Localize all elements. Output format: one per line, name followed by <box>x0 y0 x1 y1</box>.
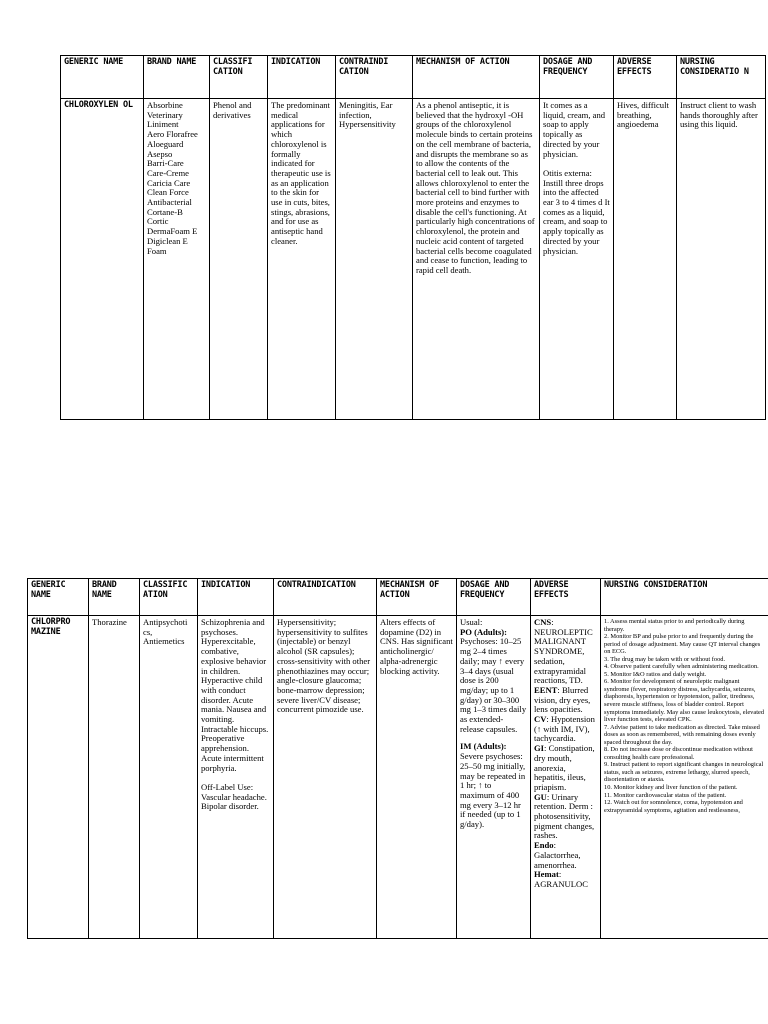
brand-name-cell: Thorazine <box>89 616 140 939</box>
dosage-cell <box>457 616 531 939</box>
dosage-cell: It comes as a liquid, cream, and soap to apply topically as directed by your physician. Otitis externa: Instill three drops into the affected ear 3 to 4 times d It comes as a liquid, cream, and soap to apply topically as directed by your physician. <box>540 99 614 420</box>
chlorpromazine-drug-table <box>27 578 768 939</box>
nursing-item: 5. Monitor I&O ratios and daily weight. <box>604 670 707 678</box>
brand-name-cell: Absorbine Veterinary Liniment Aero Florafree Aloeguard Asepso Barri-Care Care-Creme Caricia Care Clean Force Antibacterial Cortane-B Cortic DermaFoam E Digiclean E Foam <box>144 99 210 420</box>
header-nursing: NURSING CONSIDERATION <box>601 579 768 616</box>
nursing-item: 12. Watch out for somnolence, coma, hypotension and extrapyramidal symptoms, agitation and restlessness, <box>604 799 743 814</box>
dosage-usual: Usual: <box>460 617 483 627</box>
nursing-item: 2. Monitor BP and pulse prior to and frequently during the period of dosage adjustment. May cause QT interval changes on ECG. <box>604 633 761 656</box>
header-generic-name: GENERIC NAME <box>61 56 144 99</box>
nursing-item: 10. Monitor kidney and liver function of the patient. <box>604 784 738 792</box>
header-contraindication: CONTRAINDI CATION <box>336 56 413 99</box>
table-header-row <box>61 56 766 99</box>
header-adverse-effects: ADVERSE EFFECTS <box>614 56 677 99</box>
adverse-item: CNS: NEUROLEPTIC MALIGNANT SYNDROME, sedation, extrapyramidal reactions, TD. <box>534 617 593 686</box>
header-brand-name: BRAND NAME <box>144 56 210 99</box>
adverse-item: Endo: Galactorrhea, amenorrhea. <box>534 840 581 870</box>
dosage-po <box>460 628 527 735</box>
nursing-item: 1. Assess mental status prior to and periodically during therapy. <box>604 618 745 633</box>
adverse-item: GU: Urinary retention. Derm : photosensitivity, pigment changes, rashes. <box>534 791 595 841</box>
chloroxylenol-drug-table <box>60 55 766 420</box>
adverse-item: GI: Constipation, dry mouth, anorexia, hepatitis, ileus, priapism. <box>534 743 595 792</box>
dosage-im-label: IM (Adults): <box>460 741 507 752</box>
header-classification: CLASSIFIC ATION <box>140 579 198 616</box>
adverse-item: EENT: Blurred vision, dry eyes, lens opacities. <box>534 684 591 715</box>
dosage-im <box>460 742 527 829</box>
indication-cell: The predominant medical applications for which chloroxylenol is formally indicated for therapeutic use is as an application to the skin for use in cuts, bites, stings, abrasions, and for use as antiseptic hand cleaner. <box>268 99 336 420</box>
generic-name-cell: CHLOROXYLEN OL <box>61 99 144 420</box>
header-indication: INDICATION <box>198 579 274 616</box>
indication-cell: Schizophrenia and psychoses. Hyperexcitable, combative, explosive behavior in children. Hyperactive child with conduct disorder. Acute mania. Nausea and vomiting. Intractable hiccups. Preoperative apprehension. Acute intermittent porphyria. Off-Label Use: Vascular headache. Bipolar disorder. <box>198 616 274 939</box>
header-indication: INDICATION <box>268 56 336 99</box>
nursing-cell: Instruct client to wash hands thoroughly after using this liquid. <box>677 99 766 420</box>
header-dosage: DOSAGE AND FREQUENCY <box>457 579 531 616</box>
adverse-item: Hemat: AGRANULOC <box>534 869 588 889</box>
table-row <box>28 616 768 939</box>
nursing-item: 6. Monitor for development of neuroleptic malignant syndrome (fever, respiratory distress, tachycardia, seizures, diaphoresis, hypertension or hypotension, pallor, tiredness, severe muscle stiffness, loss of bladder control. Report symptoms immediately. May also cause leukocytosis, elevated liver function tests, elevated CPK. <box>604 678 765 724</box>
classification-cell: Phenol and derivatives <box>210 99 268 420</box>
nursing-item: 4. Observe patient carefully when administering medication. <box>604 663 759 671</box>
adverse-effects-cell: Hives, difficult breathing, angioedema <box>614 99 677 420</box>
dosage-po-label: PO (Adults): <box>460 626 508 637</box>
dosage-im-text: Severe psychoses: 25–50 mg initially, may be repeated in 1 hr; ↑ to maximum of 400 mg every 3–12 hr if needed (up to 1 g/day). <box>460 751 526 830</box>
generic-name-cell: CHLORPRO MAZINE <box>28 616 89 939</box>
nursing-item: 3. The drug may be taken with or without food. <box>604 655 726 663</box>
classification-cell: Antipsychoti cs, Antiemetics <box>140 616 198 939</box>
nursing-item: 11. Monitor cardiovascular status of the patient. <box>604 791 727 799</box>
nursing-item: 8. Do not increase dose or discontinue medication without consulting health care professional. <box>604 746 753 761</box>
header-contraindication: CONTRAINDICATION <box>274 579 377 616</box>
mechanism-cell: Alters effects of dopamine (D2) in CNS. Has significant anticholinergic/ alpha-adrenergic blocking activity. <box>377 616 457 939</box>
header-mechanism: MECHANISM OF ACTION <box>377 579 457 616</box>
header-nursing: NURSING CONSIDERATIO N <box>677 56 766 99</box>
contraindication-cell: Meningitis, Ear infection, Hypersensitivity <box>336 99 413 420</box>
adverse-item: CV: Hypotension (↑ with IM, IV), tachycardia. <box>534 714 595 744</box>
table-row <box>61 99 766 420</box>
header-classification: CLASSIFI CATION <box>210 56 268 99</box>
mechanism-cell: As a phenol antiseptic, it is believed that the hydroxyl -OH groups of the chloroxylenol molecule binds to certain proteins on the cell membrane of bacteria, and disrupts the membrane so as to allow the contents of the bacterial cell to leak out. This allows chloroxylenol to enter the bacterial cell to bind further with more proteins and enzymes to disable the cell's functioning. At particularly high concentrations of chloroxylenol, the protein and nucleic acid content of targeted bacterial cells become coagulated and cease to function, leading to rapid cell death. <box>413 99 540 420</box>
header-brand-name: BRAND NAME <box>89 579 140 616</box>
header-dosage: DOSAGE AND FREQUENCY <box>540 56 614 99</box>
nursing-item: 9. Instruct patient to report significant changes in neurological status, such as seizures, extreme lethargy, slurred speech, disorientation or ataxia. <box>604 761 764 784</box>
adverse-effects-cell <box>531 616 601 939</box>
header-generic-name: GENERIC NAME <box>28 579 89 616</box>
header-mechanism: MECHANISM OF ACTION <box>413 56 540 99</box>
dosage-po-text: Psychoses: 10–25 mg 2–4 times daily; may ↑ every 3–4 days (usual dose is 200 mg/day; up to 1 g/day) or 30–300 mg 1–3 times daily as extended-release capsules. <box>460 636 527 734</box>
contraindication-cell: Hypersensitivity; hypersensitivity to sulfites (injectable) or benzyl alcohol (SR capsules); cross-sensitivity with other phenothiazines may occur; angle-closure glaucoma; bone-marrow depression; severe liver/CV disease; concurrent pimozide use. <box>274 616 377 939</box>
nursing-cell <box>601 616 768 939</box>
nursing-item: 7. Advise patient to take medication as directed. Take missed doses as soon as remembered, with remaining doses evenly spaced throughout the day. <box>604 723 760 746</box>
table-header-row <box>28 579 768 616</box>
header-adverse-effects: ADVERSE EFFECTS <box>531 579 601 616</box>
